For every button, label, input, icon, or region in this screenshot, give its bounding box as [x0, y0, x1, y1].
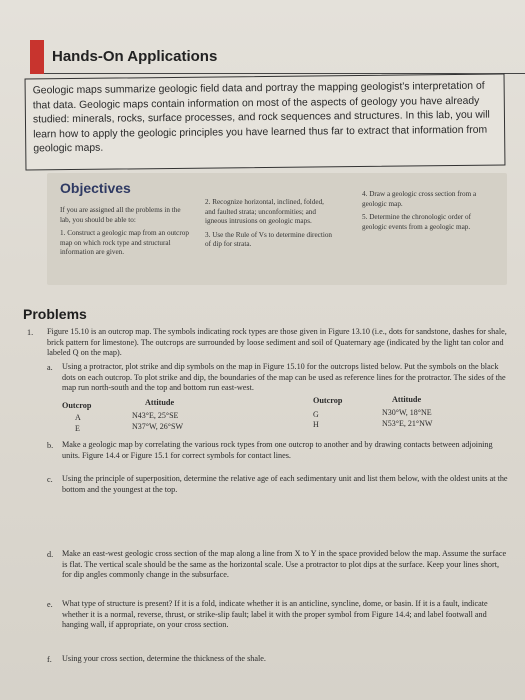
- header-accent-bar: [30, 40, 44, 74]
- table-cell: N43°E, 25°SE: [132, 411, 179, 420]
- objective-item: 1. Construct a geologic map from an outcrop map on which rock type and structural information are given.: [60, 229, 189, 257]
- table-cell: E: [75, 424, 80, 433]
- table-header: Outcrop: [313, 396, 343, 405]
- table-header: Attitude: [392, 395, 422, 404]
- part-e-label: e.: [47, 600, 53, 609]
- part-a-text: Using a protractor, plot strike and dip symbols on the map in Figure 15.10 for the outcrops listed below. Put the symbols on the black dots on each outcrop. To plot strike and dip, the boundaries of the map can be used as reference lines for the protractor. The sides of the map run north-south and the top and bottom run east-west.: [62, 362, 506, 393]
- objectives-column-3: [362, 190, 497, 236]
- intro-text: Geologic maps summarize geologic field data and portray the mapping geologist's interpretation of that data. Geologic maps contain information on most of the aspects of geology you have already studied: minerals, rocks, surface processes, and rock sequences and structures. In this lab, you will learn how to apply the geologic principles you have learned thus far to extract that information from geologic maps.: [32, 80, 490, 155]
- part-e-text: What type of structure is present? If it is a fold, indicate whether it is an anticline, syncline, dome, or basin. If it is a fault, indicate whether it is a normal, reverse, thrust, or strike-slip fault; label it with the proper symbol from Figure 14.4; and label footwall and hanging wall, if appropriate, on your cross section.: [62, 599, 488, 630]
- section-header: [0, 40, 525, 74]
- table-cell: N53°E, 21°NW: [382, 419, 433, 428]
- problem-number: 1.: [27, 328, 34, 337]
- part-f-text: Using your cross section, determine the thickness of the shale.: [62, 654, 266, 663]
- table-cell: N37°W, 26°SW: [132, 422, 183, 431]
- objectives-column-1: [60, 206, 190, 262]
- table-cell: H: [313, 420, 319, 429]
- objective-item: 2. Recognize horizontal, inclined, folded, and faulted strata; unconformities; and igneous intrusions on geologic maps.: [205, 198, 324, 226]
- table-cell: A: [75, 413, 81, 422]
- objective-item: 3. Use the Rule of Vs to determine direction of dip for strata.: [205, 230, 333, 249]
- objective-item: 5. Determine the chronologic order of geologic events from a geologic map.: [362, 213, 471, 231]
- part-d-label: d.: [47, 550, 54, 559]
- table-header: Outcrop: [62, 401, 92, 410]
- part-a-label: a.: [47, 363, 53, 372]
- table-cell: G: [313, 410, 319, 419]
- objective-item: 4. Draw a geologic cross section from a geologic map.: [362, 190, 477, 208]
- objectives-title: Objectives: [60, 180, 131, 196]
- part-c-label: c.: [47, 475, 53, 484]
- problem-1-text: Figure 15.10 is an outcrop map. The symbols indicating rock types are those given in Figure 13.10 (i.e., dots for sandstone, dashes for shale, brick pattern for limestone). The outcrops are surrounded by loose sediment and soil of Quaternary age (indicated by the light tan color and labeled Q on the map).: [47, 327, 507, 358]
- section-title: Hands-On Applications: [52, 48, 218, 65]
- table-cell: N30°W, 18°NE: [382, 408, 432, 417]
- part-c-text: Using the principle of superposition, determine the relative age of each sedimentary unit and list them below, with the oldest units at the bottom and the youngest at the top.: [62, 474, 508, 494]
- objective-intro: If you are assigned all the problems in the lab, you should be able to:: [60, 206, 181, 224]
- part-d-text: Make an east-west geologic cross section of the map along a line from X to Y in the space provided below the map. Assume the surface is flat. The vertical scale should be the same as the horizontal scale. Use a protractor to plot dips at the surface. Keep your lines short, for dip angles commonly change in the subsurface.: [62, 549, 507, 580]
- part-f-label: f.: [47, 655, 52, 664]
- part-b-text: Make a geologic map by correlating the various rock types from one outcrop to another and by drawing contacts between adjoining units. Figure 14.4 or Figure 15.1 for correct symbols for contact lines.: [62, 440, 493, 460]
- part-b-label: b.: [47, 441, 54, 450]
- objectives-column-2: [205, 198, 335, 254]
- table-header: Attitude: [145, 398, 175, 407]
- problems-title: Problems: [23, 306, 87, 322]
